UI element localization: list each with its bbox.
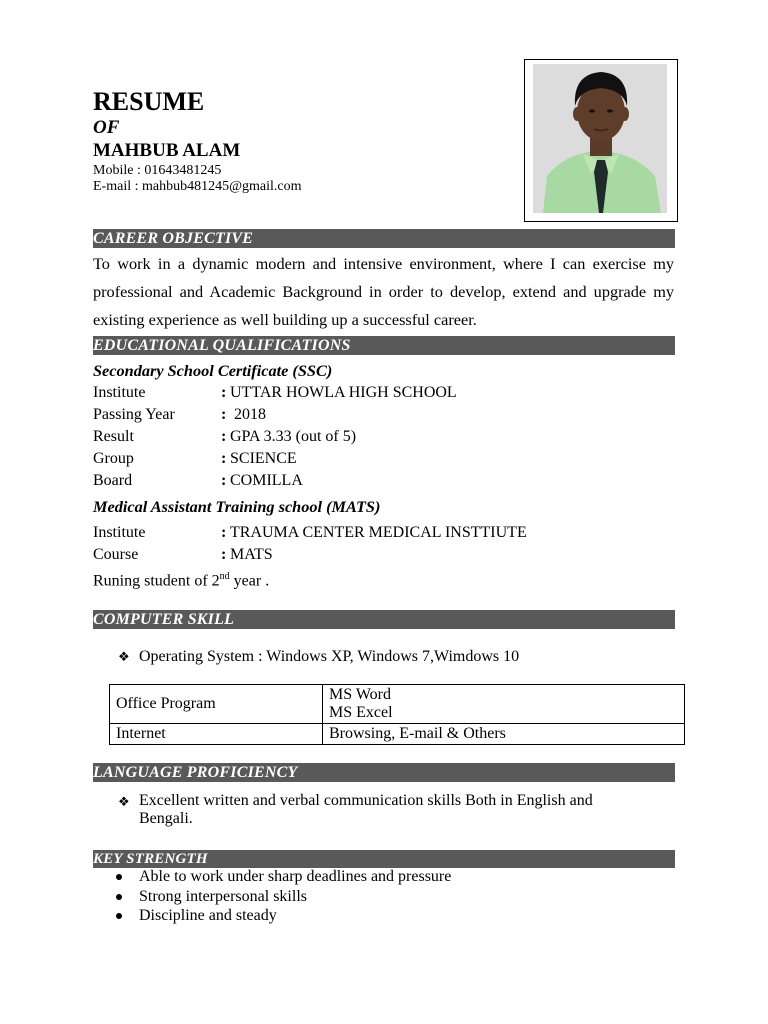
section-key-strength: KEY STRENGTH xyxy=(93,850,675,868)
candidate-name: MAHBUB ALAM xyxy=(93,140,241,161)
row-value: MATS xyxy=(230,546,273,563)
section-language-proficiency: LANGUAGE PROFICIENCY xyxy=(93,763,675,782)
table-cell: Internet xyxy=(110,724,323,745)
strength-item: Strong interpersonal skills xyxy=(139,888,307,905)
language-line: Excellent written and verbal communication skills Both in English and xyxy=(139,792,593,809)
section-educational-qualifications: EDUCATIONAL QUALIFICATIONS xyxy=(93,336,675,355)
row-colon: : xyxy=(221,472,227,489)
row-value: GPA 3.33 (out of 5) xyxy=(230,428,357,445)
row-value: UTTAR HOWLA HIGH SCHOOL xyxy=(230,384,457,401)
diamond-bullet-icon: ❖ xyxy=(118,649,130,664)
row-label: Group xyxy=(93,450,134,467)
language-item xyxy=(139,792,593,828)
row-value: 2018 xyxy=(230,406,266,423)
note-superscript: nd xyxy=(219,571,230,582)
career-objective-text: To work in a dynamic modern and intensive environment, where I can exercise my professional and Academic Background in order to develop, extend and upgrade my existing experience as well building up a successful career. xyxy=(93,254,674,329)
row-colon: : xyxy=(221,546,227,563)
skills-table xyxy=(109,684,685,745)
row-value: SCIENCE xyxy=(230,450,297,467)
mobile-number: Mobile : 01643481245 xyxy=(93,163,222,178)
section-computer-skill: COMPUTER SKILL xyxy=(93,610,675,629)
row-label: Course xyxy=(93,546,139,563)
ssc-heading: Secondary School Certificate (SSC) xyxy=(93,361,333,380)
row-label: Board xyxy=(93,472,133,489)
bullet-dot-icon xyxy=(116,894,122,900)
table-cell xyxy=(323,685,685,724)
profile-photo xyxy=(533,64,667,213)
strength-item: Able to work under sharp deadlines and pressure xyxy=(139,868,452,885)
mats-study-note xyxy=(93,567,269,591)
row-colon: : xyxy=(221,428,227,445)
row-label: Institute xyxy=(93,524,146,541)
bullet-dot-icon xyxy=(116,913,122,919)
table-cell-line: MS Word xyxy=(329,686,391,703)
row-colon: : xyxy=(221,450,227,467)
section-career-objective: CAREER OBJECTIVE xyxy=(93,229,675,248)
table-cell xyxy=(323,724,685,745)
resume-of: OF xyxy=(93,117,120,138)
mats-heading: Medical Assistant Training school (MATS) xyxy=(93,497,381,516)
row-colon: : xyxy=(221,384,227,401)
row-label: Institute xyxy=(93,384,146,401)
row-label: Result xyxy=(93,428,134,445)
language-line: Bengali. xyxy=(139,810,193,827)
profile-photo-frame xyxy=(524,59,678,222)
table-row xyxy=(110,724,685,745)
os-skill-item: Operating System : Windows XP, Windows 7,Wimdows 10 xyxy=(139,648,520,665)
table-cell: Office Program xyxy=(110,685,323,724)
table-cell-line: Browsing, E-mail & Others xyxy=(329,725,506,742)
strength-item: Discipline and steady xyxy=(139,907,277,924)
row-colon: : xyxy=(221,406,227,423)
row-colon: : xyxy=(221,524,227,541)
row-value: COMILLA xyxy=(230,472,303,489)
bullet-dot-icon xyxy=(116,874,122,880)
diamond-bullet-icon: ❖ xyxy=(118,794,130,809)
resume-title: RESUME xyxy=(93,87,205,116)
row-label: Passing Year xyxy=(93,406,175,423)
note-text-end: year . xyxy=(229,572,270,590)
note-text: Runing student of 2 xyxy=(93,572,220,590)
email-address: E-mail : mahbub481245@gmail.com xyxy=(93,179,302,194)
row-value: TRAUMA CENTER MEDICAL INSTTIUTE xyxy=(230,524,527,541)
table-cell-line: MS Excel xyxy=(329,704,393,721)
table-row xyxy=(110,685,685,724)
